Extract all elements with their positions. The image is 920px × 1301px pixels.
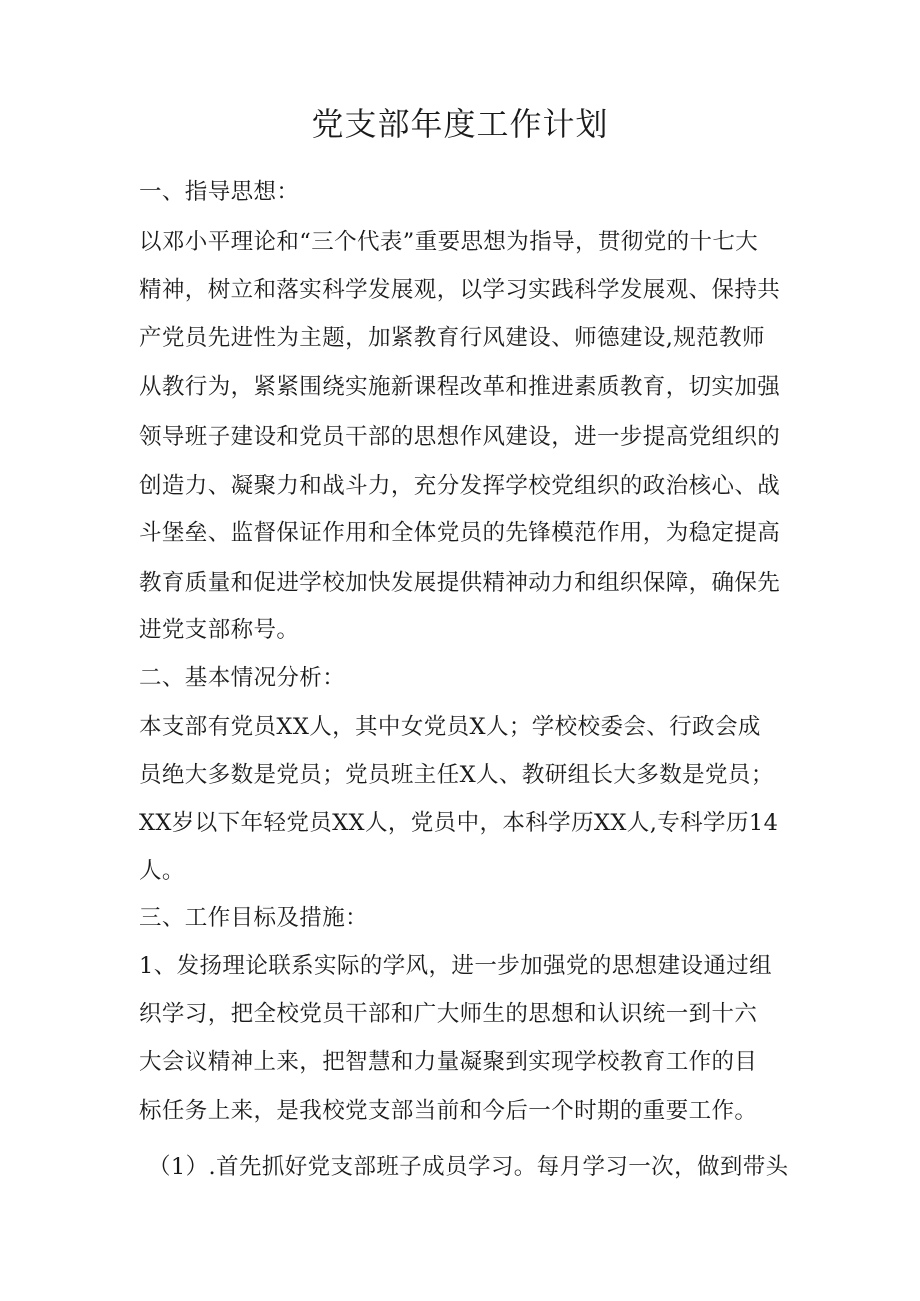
paragraph-line: 织学习，把全校党员干部和广大师生的思想和认识统一到十六	[139, 1001, 758, 1027]
paragraph-line: 大会议精神上来，把智慧和力量凝聚到实现学校教育工作的目	[139, 1049, 758, 1075]
paragraph-line: 产党员先进性为主题，加紧教育行风建设、师德建设,规范教师	[139, 325, 765, 351]
document-title: 党支部年度工作计划	[311, 105, 609, 143]
paragraph-line: 员绝大多数是党员；党员班主任X人、教研组长大多数是党员；	[139, 762, 774, 788]
paragraph-line: 创造力、凝聚力和战斗力，充分发挥学校党组织的政治核心、战	[139, 473, 781, 499]
paragraph-line: 从教行为，紧紧围绕实施新课程改革和推进素质教育，切实加强	[139, 374, 781, 400]
paragraph-line: 领导班子建设和党员干部的思想作风建设，进一步提高党组织的	[139, 424, 781, 450]
heading-guiding-ideology: 一、指导思想：	[139, 179, 300, 205]
heading-situation-analysis: 二、基本情况分析：	[139, 665, 346, 691]
paragraph-line: 本支部有党员XX人，其中女党员X人；学校校委会、行政会成	[139, 714, 761, 740]
heading-goals-measures: 三、工作目标及措施：	[139, 905, 369, 931]
paragraph-line: 精神，树立和落实科学发展观，以学习实践科学发展观、保持共	[139, 277, 781, 303]
paragraph-line: 以邓小平理论和“三个代表”重要思想为指导，贯彻党的十七大	[139, 229, 759, 255]
paragraph-line: 教育质量和促进学校加快发展提供精神动力和组织保障，确保先	[139, 570, 781, 596]
paragraph-line: 斗堡垒、监督保证作用和全体党员的先锋模范作用，为稳定提高	[139, 520, 781, 546]
list-item-line: （1）.首先抓好党支部班子成员学习。每月学习一次，做到带头	[148, 1154, 789, 1180]
paragraph-line: XX岁以下年轻党员XX人，党员中，本科学历XX人,专科学历14	[139, 810, 779, 836]
paragraph-line: 标任务上来，是我校党支部当前和今后一个时期的重要工作。	[139, 1098, 758, 1124]
paragraph-line: 1、发扬理论联系实际的学风，进一步加强党的思想建设通过组	[139, 953, 773, 979]
paragraph-line: 进党支部称号。	[139, 617, 300, 643]
paragraph-line: 人。	[139, 858, 185, 884]
